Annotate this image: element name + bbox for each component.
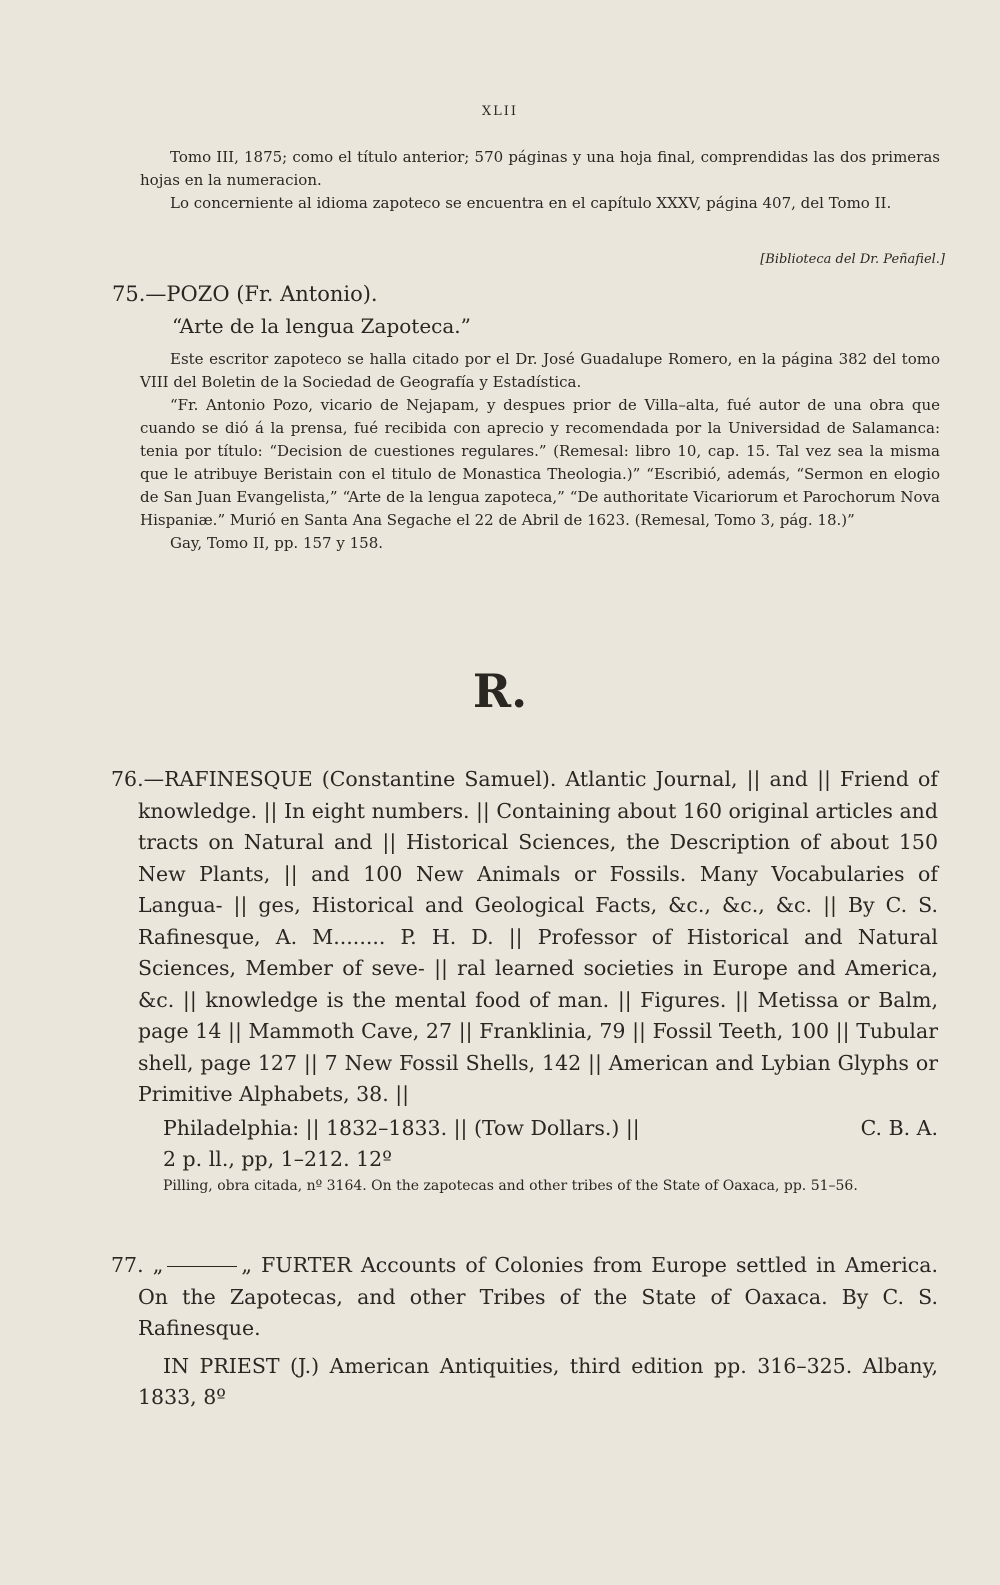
ditto-rule <box>167 1266 237 1267</box>
entry-75-notes <box>140 348 940 555</box>
entry-77-body: „ FURTER Accounts of Colonies from Europe settled in America. On the Zapotecas, and other Tribes of the State of Oaxaca. By C. S. Rafinesque. <box>138 1253 938 1340</box>
entry-75-paragraph: Este escritor zapoteco se halla citado por el Dr. José Guadalupe Romero, en la página 382 del tomo VIII del Boletin de la Sociedad de Geografía y Estadística. <box>140 350 940 391</box>
entry-76-collation: 2 p. ll., pp, 1–212. 12º <box>163 1147 392 1171</box>
entry-76-imprint-row <box>138 1113 938 1145</box>
entry-77 <box>111 1250 938 1414</box>
entry-74-paragraph: Lo concerniente al idioma zapoteco se encuentra en el capítulo XXXV, página 407, del Tomo II. <box>170 194 892 212</box>
source-note: [Biblioteca del Dr. Peñafiel.] <box>760 252 945 267</box>
entry-74-paragraph: Tomo III, 1875; como el título anterior; 570 páginas y una hoja final, comprendidas las dos primeras hojas en la numeracion. <box>140 148 940 189</box>
page-number: XLII <box>481 104 519 119</box>
entry-74-continuation <box>140 146 940 215</box>
entry-75-heading: 75.—POZO (Fr. Antonio). <box>112 282 378 306</box>
entry-77-prefix: 77. „ <box>111 1253 164 1277</box>
entry-77-note: IN PRIEST (J.) American Antiquities, third edition pp. 316–325. Albany, 1833, 8º <box>138 1353 938 1409</box>
entry-76-body: 76.—RAFINESQUE (Constantine Samuel). Atlantic Journal, || and || Friend of knowledge. || In eight numbers. || Containing about 160 original articles and tracts on Natural and || Historical Sciences, the Description of about 150 New Plants, || and 100 New Animals or Fossils. Many Vocabularies of Langua- || ges, Historical and Geological Facts, &c., &c., &c. || By C. S. Rafinesque, A. M........ P. H. D. || Professor of Historical and Natural Sciences, Member of seve- || ral learned societies in Europe and America, &c. || knowledge is the mental food of man. || Figures. || Metissa or Balm, page 14 || Mammoth Cave, 27 || Franklinia, 79 || Fossil Teeth, 100 || Tubular shell, page 127 || 7 New Fossil Shells, 142 || American and Lybian Glyphs or Primitive Alphabets, 38. || <box>111 767 938 1106</box>
entry-76-citation: Pilling, obra citada, nº 3164. On the zapotecas and other tribes of the State of Oaxaca, pp. 51–56. <box>163 1177 858 1194</box>
entry-75-paragraph: “Fr. Antonio Pozo, vicario de Nejapam, y despues prior de Villa–alta, fué autor de una obra que cuando se dió á la prensa, fué recibida con aprecio y recomendada por la Universidad de Salamanca: tenia por título: “Decision de cuestiones regulares.” (Remesal: libro 10, cap. 15. Tal vez sea la misma que le atribuye Beristain con el titulo de Monastica Theologia.)” “Escribió, además, “Sermon en elogio de San Juan Evangelista,” “Arte de la lengua zapoteca,” “De authoritate Vicariorum et Parochorum Nova Hispaniæ.” Murió en Santa Ana Segache el 22 de Abril de 1623. (Remesal, Tomo 3, pág. 18.)” <box>140 396 940 529</box>
entry-77-body-line <box>111 1250 938 1345</box>
entry-75-title: “Arte de la lengua Zapoteca.” <box>172 314 471 338</box>
section-letter: R. <box>472 664 528 718</box>
entry-75-paragraph: Gay, Tomo II, pp. 157 y 158. <box>170 534 384 552</box>
entry-76 <box>111 764 938 1197</box>
entry-76-location: C. B. A. <box>860 1115 938 1140</box>
entry-76-imprint: Philadelphia: || 1832–1833. || (Tow Dollars.) || <box>163 1115 640 1140</box>
